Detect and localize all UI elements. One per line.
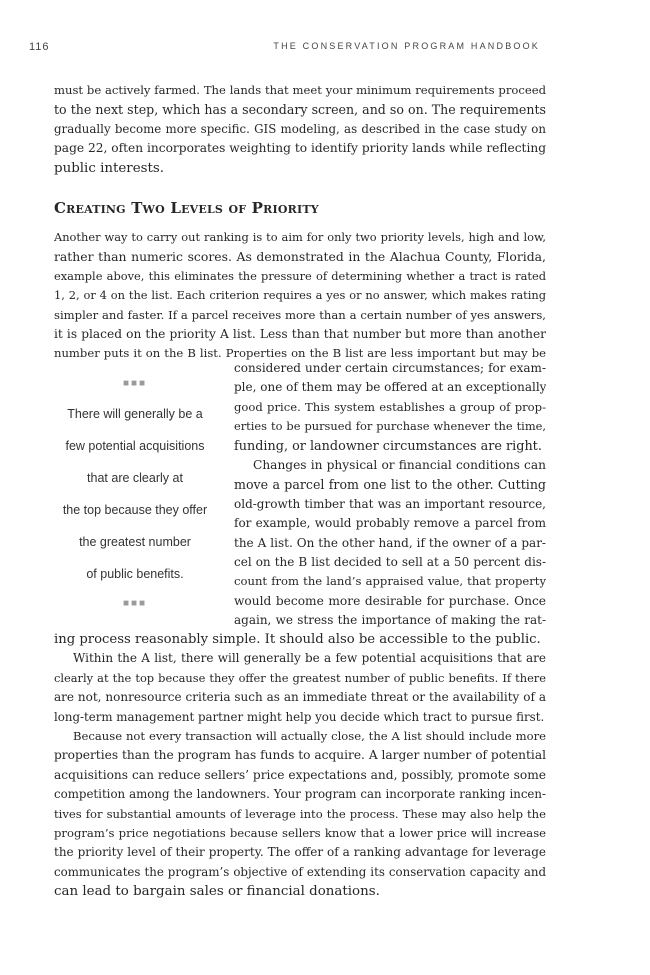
text-line: old-growth timber that was an important resource, bbox=[234, 496, 546, 511]
pull-quote-line: the greatest number bbox=[79, 535, 191, 549]
text-line: can lead to bargain sales or financial donations. bbox=[54, 884, 380, 900]
pull-quote-line: few potential acquisitions bbox=[65, 439, 205, 453]
text-line: for example, would probably remove a parcel from bbox=[234, 516, 546, 531]
text-line: rather than numeric scores. As demonstrated in the Alachua County, Florida, bbox=[54, 249, 546, 265]
pull-quote-line: that are clearly at bbox=[87, 471, 183, 485]
text-line: public interests. bbox=[54, 160, 165, 176]
text-line: clearly at the top because they offer the greatest number of public benefits. If there bbox=[54, 670, 546, 685]
text-line: must be actively farmed. The lands that meet your minimum requirements proceed bbox=[54, 83, 546, 97]
text-line: Changes in physical or financial conditions can bbox=[253, 457, 546, 472]
paragraph-closing bbox=[54, 630, 546, 901]
text-line: erties to be pursued for purchase whenever the time, bbox=[234, 419, 546, 434]
text-line: move a parcel from one list to the other. Cutting bbox=[234, 477, 546, 493]
text-line: competition among the landowners. Your program can incorporate ranking incen- bbox=[54, 787, 546, 802]
text-line: funding, or landowner circumstances are right. bbox=[234, 438, 542, 454]
text-line: the A list. On the other hand, if the owner of a par- bbox=[234, 535, 546, 550]
text-line: would become more desirable for purchase. Once bbox=[234, 593, 546, 608]
text-line: Because not every transaction will actually close, the A list should include more bbox=[73, 728, 546, 743]
text-line: Another way to carry out ranking is to aim for only two priority levels, high and low, bbox=[54, 230, 546, 244]
text-line: tives for substantial amounts of leverage into the process. These may also help the bbox=[54, 806, 546, 821]
text-line: the priority level of their property. The offer of a ranking advantage for leverage bbox=[54, 845, 546, 860]
paragraph-intro bbox=[54, 81, 546, 178]
text-line: considered under certain circumstances; for exam- bbox=[234, 361, 546, 375]
text-line: communicates the program’s objective of extending its conservation capacity and bbox=[54, 864, 546, 879]
text-line: page 22, often incorporates weighting to identify priority lands while reflecting bbox=[54, 141, 546, 156]
text-line: simpler and faster. If a parcel receives more than a certain number of yes answers, bbox=[54, 307, 546, 322]
text-line: long-term management partner might help you decide which tract to pursue first. bbox=[54, 709, 545, 724]
text-line: properties than the program has funds to acquire. A larger number of potential bbox=[54, 748, 546, 763]
running-header bbox=[29, 41, 540, 57]
text-line: acquisitions can reduce sellers’ price expectations and, possibly, promote some bbox=[54, 767, 546, 782]
text-line: ple, one of them may be offered at an exceptionally bbox=[234, 380, 546, 395]
text-line: good price. This system establishes a group of prop- bbox=[234, 399, 546, 414]
text-line: are not, nonresource criteria such as an immediate threat or the availability of a bbox=[54, 690, 546, 705]
text-line: number puts it on the B list. Properties on the B list are less important but may be bbox=[54, 346, 546, 361]
page-number: 116 bbox=[29, 41, 50, 53]
ornament-top: ■■■ bbox=[122, 378, 148, 389]
text-line: gradually become more specific. GIS modeling, as described in the case study on bbox=[54, 121, 546, 136]
paragraph-wrap-column bbox=[234, 359, 546, 630]
running-head: THE CONSERVATION PROGRAM HANDBOOK bbox=[273, 41, 540, 51]
text-line: it is placed on the priority A list. Less than that number but more than another bbox=[54, 326, 546, 341]
text-line: ing process reasonably simple. It should also be accessible to the public. bbox=[54, 632, 541, 647]
text-line: count from the land’s appraised value, that property bbox=[234, 574, 546, 589]
pull-quote-line: of public benefits. bbox=[86, 567, 184, 581]
ornament-bottom: ■■■ bbox=[122, 598, 148, 609]
paragraph-ranking bbox=[54, 228, 546, 364]
text-line: example above, this eliminates the pressure of determining whether a tract is rated bbox=[54, 268, 546, 283]
text-line: again, we stress the importance of making the rat- bbox=[234, 613, 546, 628]
text-line: to the next step, which has a secondary screen, and so on. The requirements bbox=[54, 102, 546, 118]
text-line: program’s price negotiations because sellers know that a lower price will increase bbox=[54, 825, 546, 840]
text-line: cel on the B list decided to sell at a 50 percent dis- bbox=[234, 554, 546, 569]
pull-quote-line: There will generally be a bbox=[67, 407, 203, 421]
pull-quote-line: the top because they offer bbox=[62, 503, 208, 517]
text-line: Within the A list, there will generally be a few potential acquisitions that are bbox=[73, 651, 546, 666]
pull-quote bbox=[52, 378, 218, 610]
section-heading: Creating Two Levels of Priority bbox=[54, 199, 319, 217]
text-line: 1, 2, or 4 on the list. Each criterion requires a yes or no answer, which makes rating bbox=[54, 288, 546, 303]
